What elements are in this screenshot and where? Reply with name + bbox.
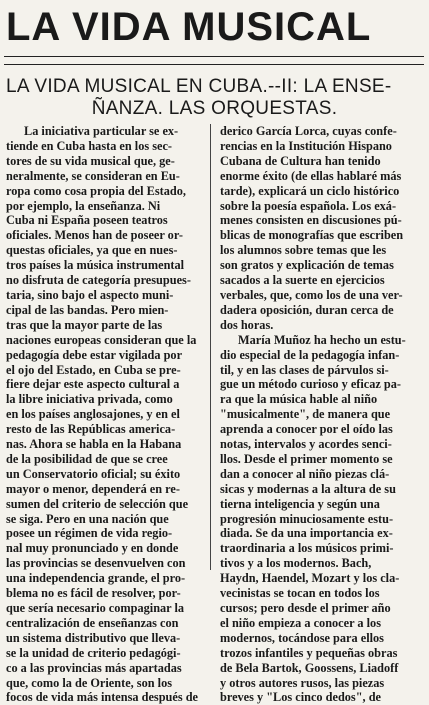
text-line: La iniciativa particular se ex- xyxy=(24,124,179,138)
text-line: de Bela Bartok, Goossens, Liadoff xyxy=(220,660,399,675)
text-line: se la unidad de criterio pedagógi- xyxy=(6,645,181,660)
text-line: traordinaria a los músicos primi- xyxy=(220,541,394,556)
text-line: focos de vida más intensa después de xyxy=(6,690,198,705)
text-line: enorme éxito (de ellas hablaré más xyxy=(220,168,402,183)
text-line: María Muñoz ha hecho un estu- xyxy=(238,332,406,347)
text-line: tores de su vida musical que, ge- xyxy=(6,153,175,168)
text-line: tierna inteligencia y según una xyxy=(220,496,380,511)
text-line: rencias en la Institución Hispano xyxy=(220,138,392,153)
text-line: naciones europeas consideran que la xyxy=(6,332,197,347)
text-line: progresión minuciosamente estu- xyxy=(220,511,394,526)
column-divider xyxy=(210,124,211,570)
text-line: tros países la música instrumental xyxy=(6,258,185,273)
masthead-rule-top xyxy=(4,56,424,57)
text-line: posee un régimen de vida regio- xyxy=(6,526,173,541)
text-line: sicas y modernas a la altura de su xyxy=(220,481,396,496)
text-line: un Conservatorio oficial; su éxito xyxy=(6,466,181,481)
text-line: resto de las Repúblicas america- xyxy=(6,422,176,437)
text-line: Cubana de Cultura han tenido xyxy=(220,153,381,168)
text-line: que sería necesario compaginar la xyxy=(6,601,185,615)
text-line: sumen del criterio de selección que xyxy=(6,496,189,511)
headline-line-2: ÑANZA. LAS ORQUESTAS. xyxy=(91,98,338,119)
masthead-rule-bottom xyxy=(4,64,424,65)
text-line: un sistema distributivo que lleva- xyxy=(6,630,181,645)
text-line: los alumnos sobre temas que les xyxy=(220,243,387,258)
headline-line-1: LA VIDA MUSICAL EN CUBA.--II: LA ENSE- xyxy=(6,76,392,97)
text-line: tiende en Cuba hasta en los sec- xyxy=(6,138,173,153)
text-line: notas, intervalos y acordes senci- xyxy=(220,437,392,452)
text-line: trozos infantiles y pequeñas obras xyxy=(220,645,398,660)
text-line: no disfruta de categoría presupues- xyxy=(6,273,191,288)
text-line: dos horas. xyxy=(220,317,274,332)
text-line: dio especial de la pedagogía infan- xyxy=(220,347,400,362)
text-line: tivos y a los modernos. Bach, xyxy=(220,556,372,571)
text-line: en los países anglosajones, y en el xyxy=(6,407,180,422)
article-headline xyxy=(6,76,423,120)
text-line: tarde), explicará un ciclo histórico xyxy=(220,183,400,198)
text-line: breves y "Los cinco dedos", de xyxy=(220,690,381,705)
text-line: modernos, tocándose para ellos xyxy=(220,630,384,645)
text-line: dadera oposición, duran cerca de xyxy=(220,302,394,317)
text-line: Haydn, Haendel, Mozart y los cla- xyxy=(220,571,400,586)
text-line: y otros autores rusos, las piezas xyxy=(220,675,385,690)
text-line: neralmente, se consideran en Eu- xyxy=(6,168,180,183)
text-line: fiere dejar este aspecto cultural a xyxy=(6,377,180,392)
text-line: dan a conocer al niño piezas clá- xyxy=(220,466,390,481)
text-line: el ojo del Estado, en Cuba se pre- xyxy=(6,362,181,377)
text-line: co a las provincias más apartadas xyxy=(6,660,182,675)
text-line: derico García Lorca, cuyas confe- xyxy=(220,124,397,138)
text-line: Cuba ni España poseen teatros xyxy=(6,213,168,228)
text-line: cipal de las bandas. Pero mien- xyxy=(6,302,169,317)
text-line: verbales, que, como los de una ver- xyxy=(220,287,403,302)
text-line: ropa como cosa propia del Estado, xyxy=(6,183,186,198)
text-line: oficiales. Menos han de poseer or- xyxy=(6,228,183,243)
text-line: son gratos y explicación de temas xyxy=(220,258,394,273)
text-line: nal muy pronunciado y en donde xyxy=(6,541,179,556)
text-line: aprenda a conocer por el oído las xyxy=(220,422,393,437)
text-line: taria, sino bajo el aspecto muni- xyxy=(6,287,174,302)
text-line: por ejemplo, la enseñanza. Ni xyxy=(6,198,161,213)
text-line: menes consisten en discusiones pú- xyxy=(220,213,402,228)
text-line: de la posibilidad de que se cree xyxy=(6,451,168,466)
text-line: una independencia grande, el pro- xyxy=(6,571,186,586)
text-line: centralización de enseñanzas con xyxy=(6,615,179,630)
article-column-left xyxy=(6,124,202,705)
text-line: diada. Se da una importancia ex- xyxy=(220,526,393,541)
text-line: tras que la mayor parte de las xyxy=(6,317,163,332)
text-line: ra que la música hable al niño xyxy=(220,392,378,407)
text-line: "musicalmente", de manera que xyxy=(220,407,391,422)
text-line: til, y en las clases de párvulos si- xyxy=(220,362,389,377)
text-line: pedagogía debe estar vigilada por xyxy=(6,347,183,362)
text-line: mayor o menor, dependerá en re- xyxy=(6,481,180,496)
text-line: vecinistas se tocan en todos los xyxy=(220,586,380,601)
text-line: blema no es fácil de resolver, por- xyxy=(6,586,181,601)
masthead-title: LA VIDA MUSICAL xyxy=(6,5,372,49)
text-line: questas oficiales, ya que en nues- xyxy=(6,243,178,258)
text-line: blicas de monografías que escriben xyxy=(220,228,404,243)
text-line: las provincias se desenvuelven con xyxy=(6,556,186,571)
text-line: cursos; pero desde el primer año xyxy=(220,601,391,615)
text-line: llos. Desde el primer momento se xyxy=(220,451,393,466)
text-line: gue un método curioso y eficaz pa- xyxy=(220,377,402,392)
text-line: el niño empieza a conocer a los xyxy=(220,615,381,630)
article-column-right xyxy=(220,124,420,705)
text-line: la libre iniciativa privada, como xyxy=(6,392,173,407)
text-line: sobre la poesía española. Los exá- xyxy=(220,198,397,213)
text-line: nas. Ahora se habla en la Habana xyxy=(6,437,182,452)
text-line: que, como la de Oriente, son los xyxy=(6,675,173,690)
text-line: se siga. Pero en una nación que xyxy=(6,511,169,526)
text-line: sacados a la suerte en ejercicios xyxy=(220,273,385,288)
